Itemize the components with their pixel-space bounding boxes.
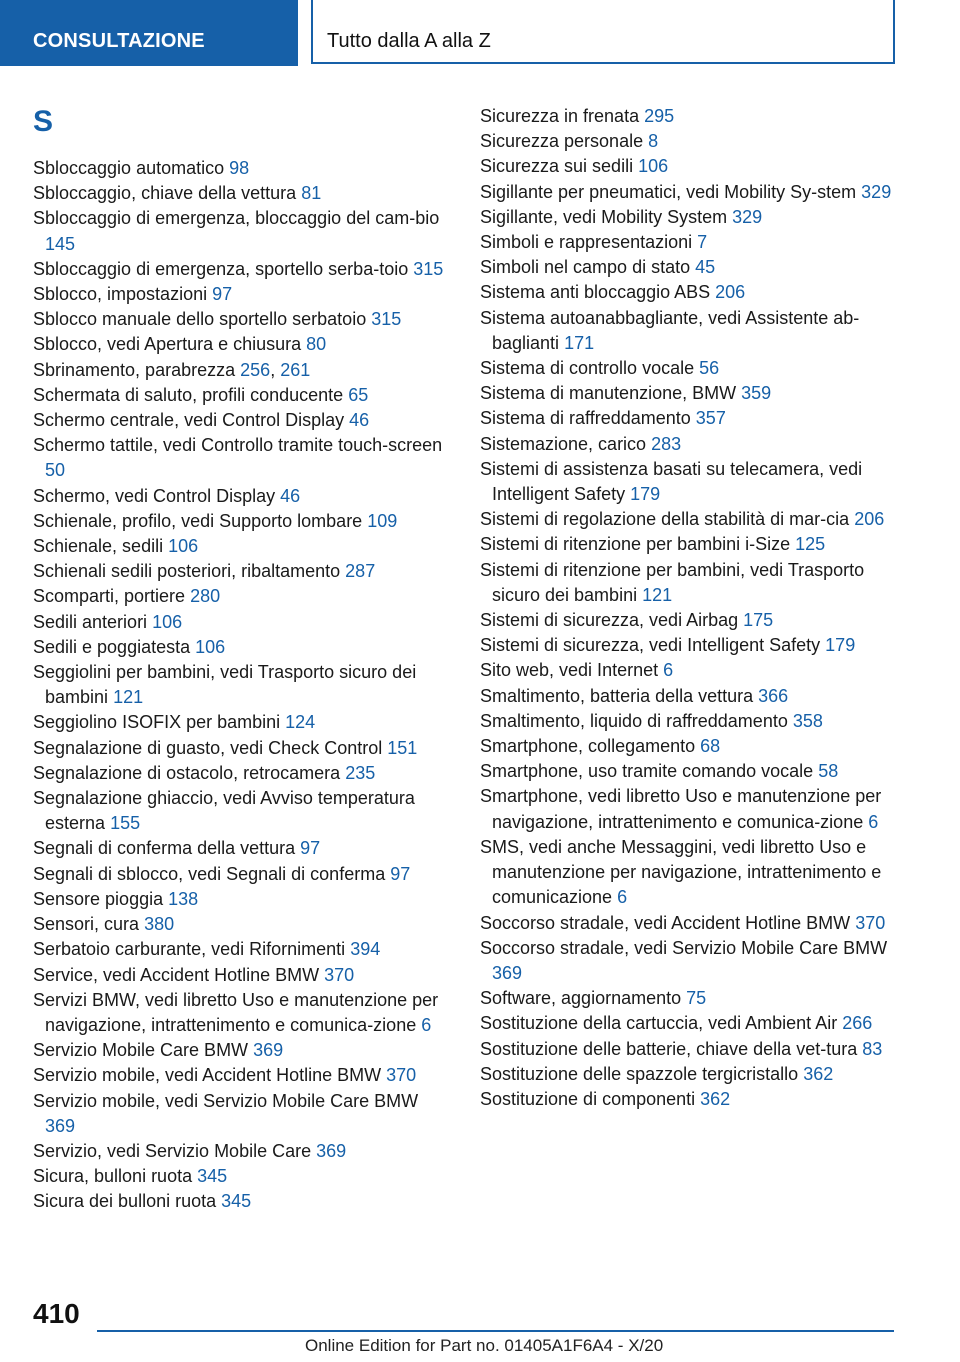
page-link[interactable]: 124 xyxy=(285,712,316,733)
page-link[interactable]: 109 xyxy=(367,510,398,531)
index-entry xyxy=(33,307,448,332)
index-entry xyxy=(480,381,900,406)
index-entry-text: Sostituzione delle batterie, chiave della vet‐tura xyxy=(480,1038,858,1059)
index-entry xyxy=(480,709,900,734)
page-link[interactable]: 358 xyxy=(792,710,823,731)
page-link[interactable]: 315 xyxy=(371,309,402,330)
index-entry-text: Sbloccaggio di emergenza, bloccaggio del cam‐bio xyxy=(33,208,440,229)
page-link[interactable]: 315 xyxy=(413,258,444,279)
index-entry-text: Schermata di saluto, profili conducente xyxy=(33,384,344,405)
index-entry xyxy=(33,660,448,710)
page-link[interactable]: 75 xyxy=(686,988,707,1009)
page-link[interactable]: 179 xyxy=(630,484,661,505)
index-entry xyxy=(33,559,448,584)
page-link[interactable]: 98 xyxy=(229,158,250,178)
index-entry-text: Sistemi di ritenzione per bambini i-Size xyxy=(480,534,791,555)
page-link[interactable]: 81 xyxy=(301,183,322,204)
index-entry xyxy=(480,532,900,557)
index-entry-text: Sicurezza personale xyxy=(480,131,644,152)
index-entry-text: Sistemazione, carico xyxy=(480,433,647,454)
index-entry xyxy=(480,558,900,608)
index-entry xyxy=(480,1062,900,1087)
index-entry-text: Smartphone, vedi libretto Uso e manutenzione per navigazione, intrattenimento e comunica‐zione xyxy=(480,786,882,832)
index-entry-text: Smaltimento, liquido di raffreddamento xyxy=(480,710,788,731)
page-link[interactable]: 256 xyxy=(240,359,271,380)
page-link[interactable]: 206 xyxy=(854,509,885,530)
page-link[interactable]: 369 xyxy=(253,1040,284,1061)
index-entry-text: Sblocco, vedi Apertura e chiusura xyxy=(33,334,302,355)
index-entry xyxy=(33,534,448,559)
index-entry xyxy=(480,406,900,431)
index-entry-text: Scomparti, portiere xyxy=(33,586,186,607)
page-link[interactable]: 369 xyxy=(45,1115,76,1136)
page-link[interactable]: 175 xyxy=(743,610,774,631)
index-entry xyxy=(480,734,900,759)
index-entry xyxy=(480,1037,900,1062)
index-entry xyxy=(480,684,900,709)
index-entry-text: SMS, vedi anche Messaggini, vedi libretto Uso e manutenzione per navigazione, intrattenimento e comunicazione xyxy=(480,836,882,908)
page-link[interactable]: 329 xyxy=(861,181,892,202)
index-entry-text: Sostituzione della cartuccia, vedi Ambient Air xyxy=(480,1013,838,1034)
index-entry xyxy=(480,154,900,179)
index-entry xyxy=(33,887,448,912)
page-link[interactable]: 121 xyxy=(642,584,673,605)
page-link[interactable]: 6 xyxy=(663,660,674,681)
index-entry xyxy=(33,408,448,433)
index-column-right xyxy=(480,104,900,1112)
page-link[interactable]: 171 xyxy=(564,332,595,353)
index-entry xyxy=(33,761,448,786)
page-link[interactable]: 206 xyxy=(715,282,746,303)
page-link[interactable]: 280 xyxy=(190,586,221,607)
index-entry xyxy=(33,1038,448,1063)
index-entry xyxy=(480,633,900,658)
page-link[interactable]: 362 xyxy=(803,1063,834,1084)
index-entry-text: Segnalazione di ostacolo, retrocamera xyxy=(33,762,341,783)
index-entry-text: Smaltimento, batteria della vettura xyxy=(480,685,754,706)
index-entry xyxy=(33,383,448,408)
index-entry-text: Sistema di raffreddamento xyxy=(480,408,691,429)
index-entry-text: Smartphone, uso tramite comando vocale xyxy=(480,761,814,782)
index-entry-text: Smartphone, collegamento xyxy=(480,736,696,757)
page-link[interactable]: 370 xyxy=(386,1065,417,1086)
index-entry xyxy=(33,257,448,282)
index-entry: Sbrinamento, parabrezza 256, 261 xyxy=(33,359,311,380)
index-entry xyxy=(480,356,900,381)
index-entry-text: Sbloccaggio automatico xyxy=(33,158,225,178)
index-entry xyxy=(33,635,448,660)
page-link[interactable]: 106 xyxy=(168,536,199,557)
index-entry-text: Sistemi di ritenzione per bambini, vedi Trasporto sicuro dei bambini xyxy=(480,559,865,605)
index-entry xyxy=(480,911,900,936)
index-entry-text: Sostituzione delle spazzole tergicristallo xyxy=(480,1063,799,1084)
index-entry xyxy=(480,658,900,683)
index-entry xyxy=(33,736,448,761)
index-entry xyxy=(33,836,448,861)
index-entry xyxy=(480,306,900,356)
index-entry xyxy=(33,1089,448,1139)
page-link[interactable]: 106 xyxy=(152,611,183,632)
index-entry xyxy=(480,1011,900,1036)
index-entry-text: Schermo centrale, vedi Control Display xyxy=(33,410,345,431)
index-entry-text: Sistema anti bloccaggio ABS xyxy=(480,282,711,303)
page-link[interactable]: 83 xyxy=(862,1038,883,1059)
index-entry xyxy=(480,104,900,129)
page-link[interactable]: 138 xyxy=(168,888,199,909)
index-entry-text: Service, vedi Accident Hotline BMW xyxy=(33,964,320,985)
page-link[interactable]: 6 xyxy=(617,887,628,908)
index-entry-text: Sbrinamento, parabrezza xyxy=(33,359,236,380)
index-entry-text: Sicurezza in frenata xyxy=(480,106,640,126)
index-entry-text: Schienale, profilo, vedi Supporto lombare xyxy=(33,510,363,531)
page-link[interactable]: 97 xyxy=(300,838,321,859)
index-entry xyxy=(33,912,448,937)
index-entry xyxy=(480,457,900,507)
index-entry-text: Servizi BMW, vedi libretto Uso e manutenzione per navigazione, intrattenimento e comunica‐zione xyxy=(33,989,439,1035)
index-entry-text: Schermo, vedi Control Display xyxy=(33,485,276,506)
index-entry xyxy=(33,1063,448,1088)
page-link[interactable]: 366 xyxy=(758,685,789,706)
page-link[interactable]: 235 xyxy=(345,762,376,783)
index-entry-text: Serbatoio carburante, vedi Rifornimenti xyxy=(33,939,346,960)
index-entry-text: Sito web, vedi Internet xyxy=(480,660,659,681)
page-link[interactable]: 370 xyxy=(324,964,355,985)
page-link[interactable]: 8 xyxy=(648,131,659,152)
page-link[interactable]: 362 xyxy=(700,1088,731,1109)
index-entry xyxy=(480,986,900,1011)
index-entry xyxy=(33,937,448,962)
index-entry-text: Seggiolino ISOFIX per bambini xyxy=(33,712,281,733)
index-entry xyxy=(480,432,900,457)
index-entry-text: Servizio mobile, vedi Servizio Mobile Care BMW xyxy=(33,1090,419,1111)
index-entry-text: Sicurezza sui sedili xyxy=(480,156,634,177)
index-entry-text: Seggiolini per bambini, vedi Trasporto sicuro dei bambini xyxy=(33,662,417,708)
index-entry xyxy=(33,862,448,887)
index-entry-text: Sistemi di sicurezza, vedi Airbag xyxy=(480,610,739,631)
page-link[interactable]: 68 xyxy=(700,736,721,757)
page-link[interactable]: 97 xyxy=(212,284,233,305)
index-entry xyxy=(480,784,900,834)
page-link[interactable]: 370 xyxy=(855,912,886,933)
chapter-title: Tutto dalla A alla Z xyxy=(311,0,895,64)
index-entry-text: Segnalazione di guasto, vedi Check Control xyxy=(33,737,383,758)
page-link[interactable]: 283 xyxy=(651,433,682,454)
index-entry xyxy=(33,156,448,181)
edition-note: Online Edition for Part no. 01405A1F6A4 - X/20 xyxy=(305,1336,664,1355)
page-link[interactable]: 345 xyxy=(197,1166,228,1187)
index-entry-text: Sigillante per pneumatici, vedi Mobility Sy‐stem xyxy=(480,181,857,202)
page-link[interactable]: 380 xyxy=(144,914,175,935)
page-link[interactable]: 145 xyxy=(45,233,76,254)
index-entry xyxy=(480,205,900,230)
index-entry-text: Sistemi di regolazione della stabilità di mar‐cia xyxy=(480,509,850,530)
section-tab[interactable]: CONSULTAZIONE xyxy=(0,0,298,66)
index-entry xyxy=(33,584,448,609)
index-entry xyxy=(480,759,900,784)
index-letter-heading: S xyxy=(33,105,54,138)
page-link[interactable]: 106 xyxy=(638,156,669,177)
index-entry xyxy=(33,332,448,357)
index-entry xyxy=(480,129,900,154)
index-entry-text: Servizio, vedi Servizio Mobile Care xyxy=(33,1140,312,1161)
index-entry xyxy=(33,786,448,836)
page-link[interactable]: 45 xyxy=(695,257,716,278)
page-link[interactable]: 155 xyxy=(110,813,141,834)
index-entry xyxy=(480,835,900,911)
page-number: 410 xyxy=(33,1298,80,1329)
page-link[interactable]: 295 xyxy=(644,106,675,126)
index-entry-text: Sedili e poggiatesta xyxy=(33,636,191,657)
page-link[interactable]: 121 xyxy=(113,687,144,708)
index-entry xyxy=(33,1139,448,1164)
index-entry-text: Sbloccaggio, chiave della vettura xyxy=(33,183,297,204)
page-link[interactable]: 179 xyxy=(825,635,856,656)
index-entry xyxy=(33,433,448,483)
index-entry-text: Sicura, bulloni ruota xyxy=(33,1166,193,1187)
page-link[interactable]: 394 xyxy=(350,939,381,960)
index-entry-text: Sistemi di assistenza basati su telecamera, vedi Intelligent Safety xyxy=(480,458,863,505)
page-link[interactable]: 151 xyxy=(387,737,418,758)
page-header xyxy=(0,0,960,66)
index-entry xyxy=(33,484,448,509)
index-entry-text: Sensore pioggia xyxy=(33,888,164,909)
page-link[interactable]: 261 xyxy=(280,359,311,380)
page-link[interactable]: 329 xyxy=(732,206,763,227)
index-entry-text: Simboli nel campo di stato xyxy=(480,257,691,278)
index-entry xyxy=(480,608,900,633)
index-entry-text: Servizio Mobile Care BMW xyxy=(33,1040,249,1061)
index-entry-text: Sistema autoanabbagliante, vedi Assistente ab‐baglianti xyxy=(480,307,860,353)
index-entry xyxy=(480,255,900,280)
page-link[interactable]: 80 xyxy=(306,334,327,355)
index-entry xyxy=(480,936,900,986)
index-entry xyxy=(33,181,448,206)
page-link[interactable]: 345 xyxy=(221,1191,252,1212)
page-link[interactable]: 65 xyxy=(348,384,369,405)
footer-divider xyxy=(97,1330,894,1332)
page-link[interactable]: 357 xyxy=(695,408,726,429)
page-link[interactable]: 46 xyxy=(280,485,301,506)
index-entry-text: Sensori, cura xyxy=(33,914,140,935)
index-entry-text: Sistema di controllo vocale xyxy=(480,358,695,379)
page-link[interactable]: 50 xyxy=(45,460,66,481)
index-entry-text: Segnalazione ghiaccio, vedi Avviso temperatura esterna xyxy=(33,788,415,834)
index-entry-text: Soccorso stradale, vedi Accident Hotline BMW xyxy=(480,912,851,933)
index-entry-text: Software, aggiornamento xyxy=(480,988,682,1009)
index-entry xyxy=(480,230,900,255)
index-entry-text: Schienali sedili posteriori, ribaltamento xyxy=(33,561,341,582)
page-link[interactable]: 46 xyxy=(349,410,370,431)
page-link[interactable]: 56 xyxy=(699,358,720,379)
index-entry xyxy=(480,180,900,205)
index-entry xyxy=(33,1164,448,1189)
index-entry-text: Sblocco manuale dello sportello serbatoio xyxy=(33,309,367,330)
page-link[interactable]: 58 xyxy=(818,761,839,782)
page-link[interactable]: 97 xyxy=(390,863,411,884)
page-link[interactable]: 125 xyxy=(795,534,826,555)
index-entry-text: Sistema di manutenzione, BMW xyxy=(480,383,737,404)
index-entry-text: Sedili anteriori xyxy=(33,611,148,632)
index-entry-text: Sbloccaggio di emergenza, sportello serba‐toio xyxy=(33,258,409,279)
page-link[interactable]: 369 xyxy=(492,962,523,983)
index-entry xyxy=(33,963,448,988)
page-link[interactable]: 287 xyxy=(345,561,376,582)
index-entry-text: Soccorso stradale, vedi Servizio Mobile Care BMW xyxy=(480,937,888,958)
page-link[interactable]: 6 xyxy=(868,811,879,832)
index-entry-text: Sistemi di sicurezza, vedi Intelligent Safety xyxy=(480,635,821,656)
index-entry-text: Simboli e rappresentazioni xyxy=(480,232,693,253)
index-entry xyxy=(33,988,448,1038)
index-entry xyxy=(480,280,900,305)
page-link[interactable]: 106 xyxy=(195,636,226,657)
index-entry-text: Schermo tattile, vedi Controllo tramite touch‐screen xyxy=(33,435,443,456)
page-link[interactable]: 359 xyxy=(741,383,772,404)
page-link[interactable]: 6 xyxy=(421,1014,432,1035)
page-link[interactable]: 7 xyxy=(697,232,708,253)
page-link[interactable]: 369 xyxy=(316,1140,347,1161)
index-entry xyxy=(33,1189,448,1214)
index-entry xyxy=(33,610,448,635)
index-entry-text: Sicura dei bulloni ruota xyxy=(33,1191,217,1212)
index-list-left xyxy=(33,156,448,1215)
index-entry xyxy=(480,507,900,532)
index-entry xyxy=(33,282,448,307)
index-entry-text: Schienale, sedili xyxy=(33,536,164,557)
index-entry xyxy=(480,1087,900,1112)
index-list-right xyxy=(480,104,900,1112)
page-link[interactable]: 266 xyxy=(842,1013,873,1034)
index-entry-text: Servizio mobile, vedi Accident Hotline BMW xyxy=(33,1065,382,1086)
index-entry xyxy=(33,206,448,256)
index-entry xyxy=(33,509,448,534)
index-entry-text: Sblocco, impostazioni xyxy=(33,284,208,305)
index-column-left xyxy=(33,100,448,1215)
index-entry-text: Sigillante, vedi Mobility System xyxy=(480,206,728,227)
index-entry-text: Segnali di conferma della vettura xyxy=(33,838,296,859)
index-entry-text: Segnali di sblocco, vedi Segnali di conferma xyxy=(33,863,386,884)
index-entry xyxy=(33,710,448,735)
index-entry-text: Sostituzione di componenti xyxy=(480,1088,696,1109)
